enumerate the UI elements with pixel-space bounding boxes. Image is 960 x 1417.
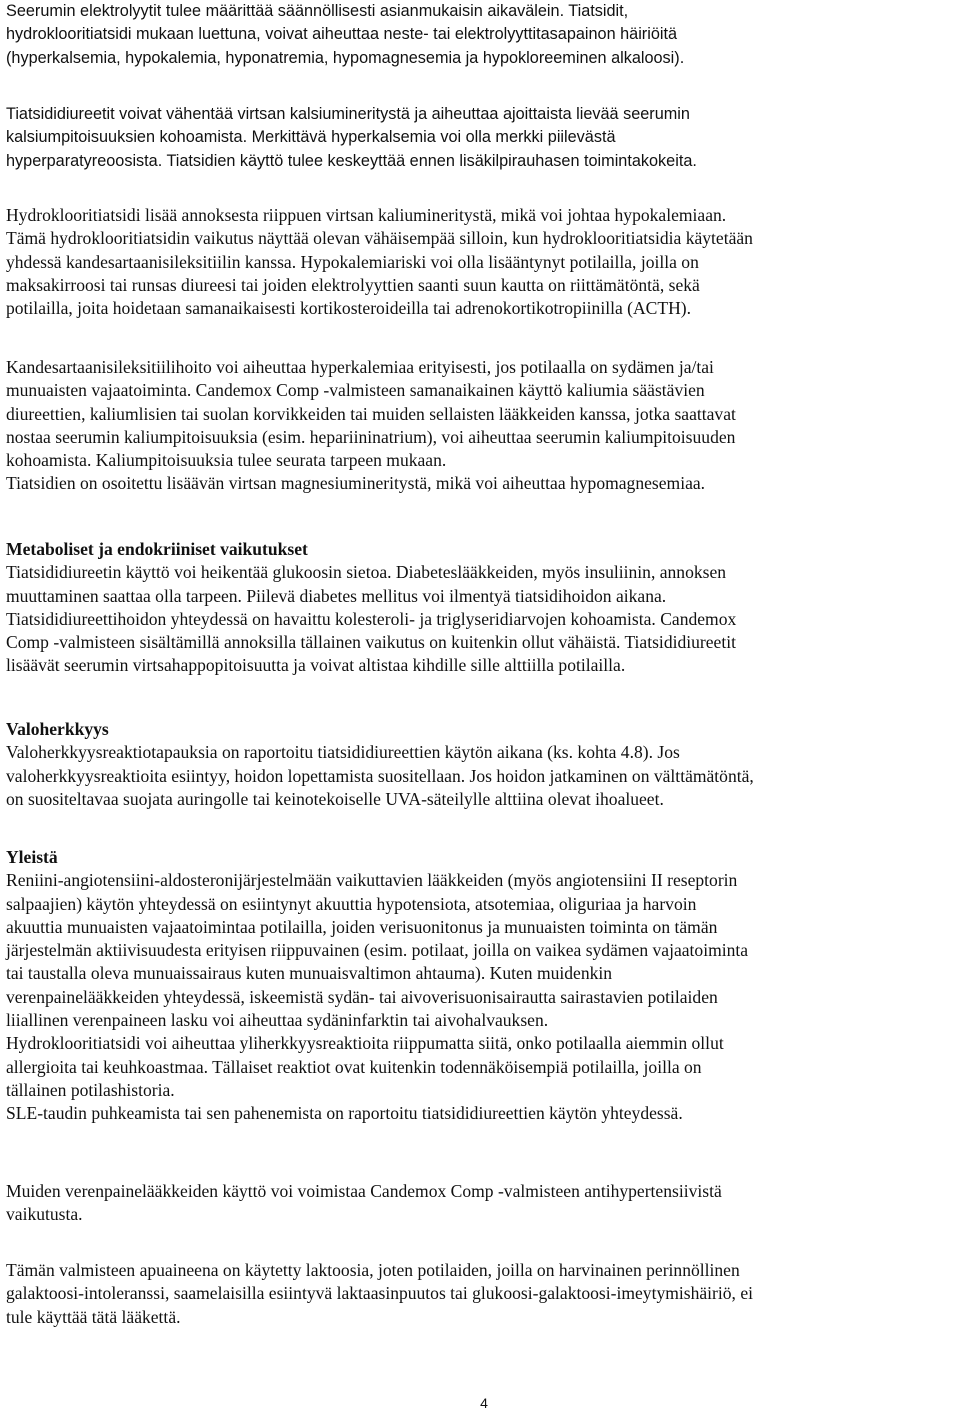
text-line: diureettien, kaliumlisien tai suolan korvikkeiden tai muiden sellaisten lääkkeiden kanssa, jotka saattavat <box>6 403 736 424</box>
text-line: Tämä hydroklooritiatsidin vaikutus näyttää olevan vähäisempää silloin, kun hydroklooritiatsidia käytetään <box>6 228 753 249</box>
text-line: akuuttia munuaisten vajaatoimintaa potilailla, joiden verisuonitonus ja munuaisten toiminta on tämän <box>6 916 718 937</box>
text-line: hydroklooritiatsidi mukaan luettuna, voivat aiheuttaa neste- tai elektrolyyttitasapainon häiriöitä <box>6 25 678 44</box>
text-line: potilailla, joita hoidetaan samanaikaisesti kortikosteroideilla tai adrenokortikotropiinilla (ACTH). <box>6 298 692 319</box>
text-line: kohoamista. Kaliumpitoisuuksia tulee seurata tarpeen mukaan. <box>6 450 447 471</box>
text-line: Hydroklooritiatsidi voi aiheuttaa yliherkkyysreaktioita riippumatta siitä, onko potilaalla aiemmin ollut <box>6 1033 724 1054</box>
text-line: valoherkkyysreaktioita esiintyy, hoidon lopettamista suositellaan. Jos hoidon jatkaminen on välttämätöntä, <box>6 765 754 786</box>
page-number: 4 <box>480 1395 488 1411</box>
text-line: Tämän valmisteen apuaineena on käytetty laktoosia, joten potilaiden, joilla on harvinainen perinnöllinen <box>6 1260 740 1280</box>
text-line: tule käyttää tätä lääkettä. <box>6 1306 181 1327</box>
text-line: kalsiumpitoisuuksien kohoamista. Merkittävä hyperkalsemia voi olla merkki piilevästä <box>6 128 616 147</box>
paragraph-lactose <box>6 1259 956 1329</box>
text-line: (hyperkalsemia, hypokalemia, hyponatremia, hypomagnesemia ja hypokloreeminen alkaloosi). <box>6 48 685 67</box>
text-line: nostaa seerumin kaliumpitoisuuksia (esim. hepariininatrium), voi aiheuttaa seerumin kaliumpitoisuuden <box>6 426 736 447</box>
text-line: Tiatsididiureettihoidon yhteydessä on havaittu kolesteroli- ja triglyseridiarvojen kohoamista. Candemox <box>6 608 737 629</box>
text-line: Valoherkkyysreaktiotapauksia on raportoitu tiatsididiureettien käytön aikana (ks. kohta 4.8). Jos <box>6 742 680 763</box>
section-photosensitivity <box>6 718 956 811</box>
text-line: Tiatsididiureetin käyttö voi heikentää glukoosin sietoa. Diabeteslääkkeiden, myös insuliinin, annoksen <box>6 562 727 583</box>
text-line: on suositeltavaa suojata auringolle tai keinotekoiselle UVA-säteilylle alttiina olevat ihoalueet. <box>6 788 664 809</box>
text-line: vaikutusta. <box>6 1204 83 1225</box>
text-line: muuttaminen saattaa olla tarpeen. Piilevä diabetes mellitus voi ilmentyä tiatsidihoidon aikana. <box>6 585 667 606</box>
text-line: Hydroklooritiatsidi lisää annoksesta riippuen virtsan kaliumineritystä, mikä voi johtaa hypokalemiaan. <box>6 205 727 225</box>
section-metabolic <box>6 538 956 678</box>
text-line: maksakirroosi tai runsas diureesi tai joiden elektrolyyttien saanti suun kautta on riittämätöntä, sekä <box>6 274 700 295</box>
text-line: tai taustalla oleva munuaissairaus kuten munuaisvaltimon ahtauma). Kuten muidenkin <box>6 963 613 984</box>
text-line: liiallinen verenpaineen lasku voi aiheuttaa sydäninfarktin tai aivohalvauksen. <box>6 1010 549 1031</box>
text-line: hyperparatyreoosista. Tiatsidien käyttö tulee keskeyttää ennen lisäkilpirauhasen toimintakokeita. <box>6 151 697 170</box>
text-line: Kandesartaanisileksitiilihoito voi aiheuttaa hyperkalemiaa erityisesti, jos potilaalla on sydämen ja/tai <box>6 357 714 377</box>
text-line: Tiatsididiureetit voivat vähentää virtsan kalsiumineritystä ja aiheuttaa ajoittaista lievää seerumin <box>6 105 690 123</box>
paragraph-antihypertensive <box>6 1180 956 1227</box>
text-line: Tiatsidien on osoitettu lisäävän virtsan magnesiumineritystä, mikä voi aiheuttaa hypomagnesemiaa. <box>6 473 706 494</box>
text-line: Comp -valmisteen sisältämillä annoksilla tällainen vaikutus on kuitenkin ollut vähäistä. Tiatsididiureetit <box>6 632 736 653</box>
text-line: SLE-taudin puhkeamista tai sen pahenemista on raportoitu tiatsididiureettien käytön yhteydessä. <box>6 1103 683 1124</box>
text-line: allergioita tai keuhkoastmaa. Tällaiset reaktiot ovat kuitenkin todennäköisempiä potilailla, joilla on <box>6 1056 702 1077</box>
text-line: salpaajien) käytön yhteydessä on esiintynyt akuuttia hypotensiota, atsotemiaa, oliguriaa ja harvoin <box>6 893 697 914</box>
section-heading: Yleistä <box>6 847 58 867</box>
text-line: munuaisten vajaatoiminta. Candemox Comp -valmisteen samanaikainen käyttö kaliumia säästävien <box>6 380 705 401</box>
text-line: tällainen potilashistoria. <box>6 1079 175 1100</box>
text-line: galaktoosi-intoleranssi, saamelaisilla esiintyvä laktaasinpuutos tai glukoosi-galaktoosi-imeytymishäiriö, ei <box>6 1283 753 1304</box>
text-line: verenpainelääkkeiden yhteydessä, iskeemistä sydän- tai aivoverisuonisairautta sairastavien potilaiden <box>6 986 718 1007</box>
section-general <box>6 846 956 1126</box>
text-line: järjestelmän aktiivisuudesta erityisen riippuvainen (esim. potilaat, joilla on vaikea sydämen vajaatoiminta <box>6 940 749 961</box>
section-heading: Metaboliset ja endokriiniset vaikutukset <box>6 539 308 559</box>
paragraph-electrolytes <box>6 0 956 70</box>
paragraph-calcium <box>6 103 956 173</box>
paragraph-potassium <box>6 204 956 320</box>
text-line: yhdessä kandesartaanisileksitiilin kanssa. Hypokalemiariski voi olla lisääntynyt potilailla, joilla on <box>6 251 699 272</box>
text-line: Reniini-angiotensiini-aldosteronijärjestelmään vaikuttavien lääkkeiden (myös angiotensiini II reseptorin <box>6 870 738 891</box>
text-line: Seerumin elektrolyytit tulee määrittää säännöllisesti asianmukaisin aikavälein. Tiatsidit, <box>6 2 629 20</box>
text-line: Muiden verenpainelääkkeiden käyttö voi voimistaa Candemox Comp -valmisteen antihypertensiivistä <box>6 1181 722 1201</box>
section-heading: Valoherkkyys <box>6 719 109 739</box>
paragraph-hyperkalemia <box>6 356 956 496</box>
text-line: lisäävät seerumin virtsahappopitoisuutta ja voivat altistaa kihdille sille alttiilla potilailla. <box>6 655 626 676</box>
